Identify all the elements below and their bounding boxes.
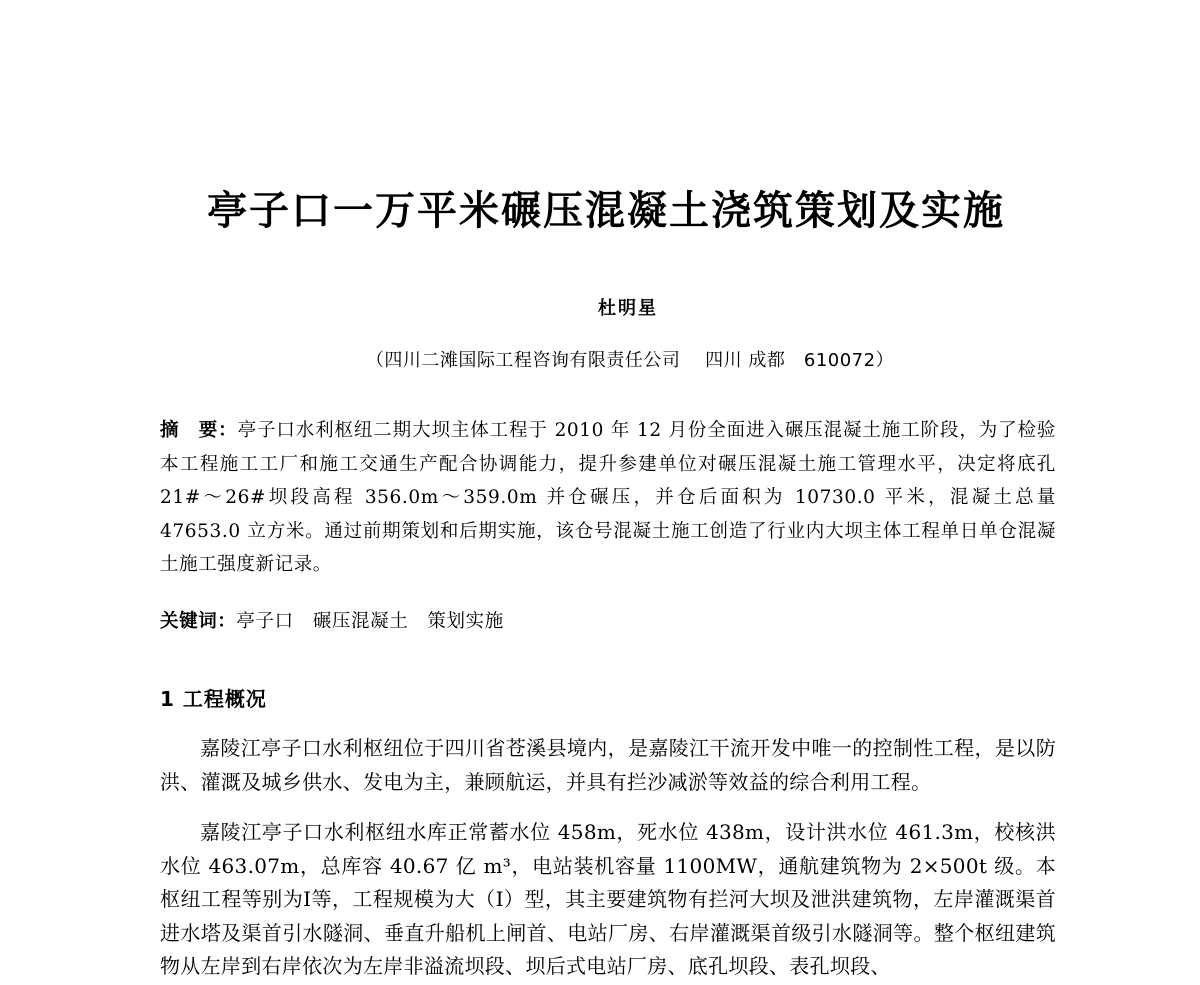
keywords-label: 关键词： (160, 611, 237, 632)
author-affiliation: （四川二滩国际工程咨询有限责任公司 四川 成都 610072） (365, 350, 895, 371)
author-name: 杜明星 (598, 298, 658, 319)
abstract-label: 摘 要： (160, 420, 238, 441)
abstract (160, 414, 1056, 582)
paper-title: 亭子口一万平米碾压混凝土浇筑策划及实施 (207, 187, 1005, 234)
keywords-text: 亭子口 碾压混凝土 策划实施 (236, 611, 504, 632)
body-paragraph: 嘉陵江亭子口水利枢纽位于四川省苍溪县境内，是嘉陵江干流开发中唯一的控制性工程，是以防洪、灌溉及城乡供水、发电为主，兼顾航运，并具有拦沙减淤等效益的综合利用工程。 (160, 736, 1056, 794)
body-paragraph: 嘉陵江亭子口水利枢纽水库正常蓄水位 458m，死水位 438m，设计洪水位 461.3m，校核洪水位 463.07m，总库容 40.67 亿 m³，电站装机容量 1100MW，通航建筑物为 2×500t 级。本枢纽工程等别为Ⅰ等，工程规模为大（Ⅰ）型，其主要建筑物有拦河大坝及泄洪建筑物，左岸灌溉渠首进水塔及渠首引水隧洞、垂直升船机上闸首、电站厂房、右岸灌溉渠首级引水隧洞等。整个枢纽建筑物从左岸到右岸依次为左岸非溢流坝段、坝后式电站厂房、底孔坝段、表孔坝段、 (160, 820, 1056, 978)
keywords (160, 605, 1056, 638)
abstract-text: 亭子口水利枢纽二期大坝主体工程于 2010 年 12 月份全面进入碾压混凝土施工阶段，为了检验本工程施工工厂和施工交通生产配合协调能力，提升参建单位对碾压混凝土施工管理水平，决定将底孔 21#～26#坝段高程 356.0m～359.0m 并仓碾压，并仓后面积为 10730.0 平米，混凝土总量 47653.0 立方米。通过前期策划和后期实施，该仓号混凝土施工创造了行业内大坝主体工程单日单仓混凝土施工强度新记录。 (160, 420, 1056, 575)
section-heading: 1 工程概况 (160, 687, 267, 711)
